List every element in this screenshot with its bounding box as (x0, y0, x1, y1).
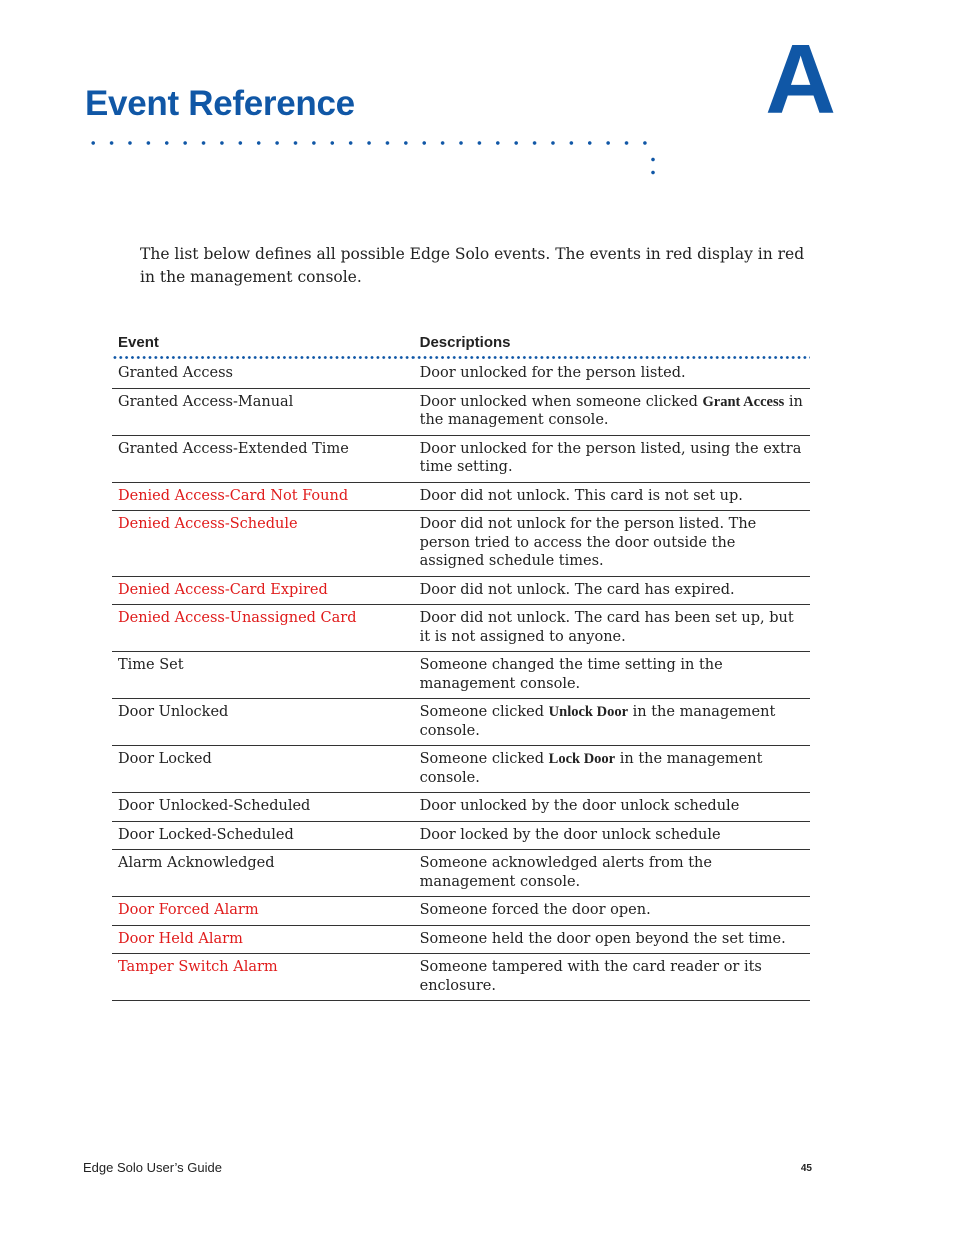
event-name: Door Unlocked (112, 699, 414, 746)
description-text: in the management console. (419, 704, 776, 739)
column-header-event: Event (118, 333, 159, 351)
event-description: Someone tampered with the card reader or its enclosure. (414, 954, 810, 1001)
footer-guide-name: Edge Solo User’s Guide (83, 1160, 222, 1175)
table-row (112, 360, 810, 388)
event-name-alert: Denied Access-Card Not Found (112, 482, 414, 511)
event-description: Door did not unlock for the person listed. The person tried to access the door outside the assigned schedule times. (414, 511, 810, 577)
table-row (112, 746, 810, 793)
event-description (414, 746, 810, 793)
footer-page-number: 45 (800, 1163, 812, 1174)
event-description: Door unlocked by the door unlock schedule (414, 793, 810, 822)
event-name: Door Locked (112, 746, 414, 793)
event-name: Door Unlocked-Scheduled (112, 793, 414, 822)
table-row (112, 850, 810, 897)
description-text: in the management console. (419, 751, 763, 786)
table-row (112, 576, 810, 605)
event-description: Someone changed the time setting in the management console. (414, 652, 810, 699)
event-description: Door unlocked for the person listed, using the extra time setting. (414, 435, 810, 482)
event-name: Granted Access-Manual (112, 388, 414, 435)
event-table (112, 330, 810, 1001)
table-row (112, 793, 810, 822)
event-name-alert: Denied Access-Unassigned Card (112, 605, 414, 652)
event-name: Door Locked-Scheduled (112, 821, 414, 850)
event-description: Door did not unlock. The card has been set up, but it is not assigned to anyone. (414, 605, 810, 652)
description-text: Someone clicked (419, 704, 549, 720)
table-row (112, 897, 810, 926)
event-description: Door unlocked for the person listed. (414, 360, 810, 388)
table-row (112, 925, 810, 954)
event-name-alert: Door Held Alarm (112, 925, 414, 954)
event-name: Granted Access (112, 360, 414, 388)
event-description: Door locked by the door unlock schedule (414, 821, 810, 850)
table-row (112, 954, 810, 1001)
description-text: in the management console. (419, 393, 803, 428)
event-name-alert: Denied Access-Card Expired (112, 576, 414, 605)
event-description (414, 388, 810, 435)
table-row (112, 699, 810, 746)
event-name: Alarm Acknowledged (112, 850, 414, 897)
appendix-letter: A (765, 24, 836, 134)
event-name-alert: Denied Access-Schedule (112, 511, 414, 577)
column-header-descriptions: Descriptions (419, 333, 511, 351)
dotted-rule-horizontal (84, 140, 660, 146)
table-row (112, 435, 810, 482)
description-text: Door unlocked when someone clicked (419, 393, 703, 410)
table-row (112, 388, 810, 435)
ui-button-reference: Grant Access (702, 393, 785, 410)
event-name: Time Set (112, 652, 414, 699)
event-description: Door did not unlock. The card has expired. (414, 576, 810, 605)
event-description: Someone forced the door open. (414, 897, 810, 926)
table-header-row (112, 330, 810, 360)
intro-paragraph: The list below defines all possible Edge Solo events. The events in red display in red in the management console. (140, 245, 805, 286)
event-name-alert: Door Forced Alarm (112, 897, 414, 926)
table-row (112, 482, 810, 511)
dotted-rule-vertical (650, 153, 656, 181)
table-row (112, 605, 810, 652)
ui-button-reference: Unlock Door (548, 704, 629, 720)
event-description: Door did not unlock. This card is not set up. (414, 482, 810, 511)
event-description: Someone acknowledged alerts from the management console. (414, 850, 810, 897)
event-description (414, 699, 810, 746)
event-name: Granted Access-Extended Time (112, 435, 414, 482)
table-row (112, 821, 810, 850)
table-row (112, 652, 810, 699)
event-name-alert: Tamper Switch Alarm (112, 954, 414, 1001)
table-row (112, 511, 810, 577)
event-description: Someone held the door open beyond the set time. (414, 925, 810, 954)
description-text: Someone clicked (419, 751, 549, 767)
page-title: Event Reference (85, 84, 355, 123)
ui-button-reference: Lock Door (548, 751, 616, 767)
